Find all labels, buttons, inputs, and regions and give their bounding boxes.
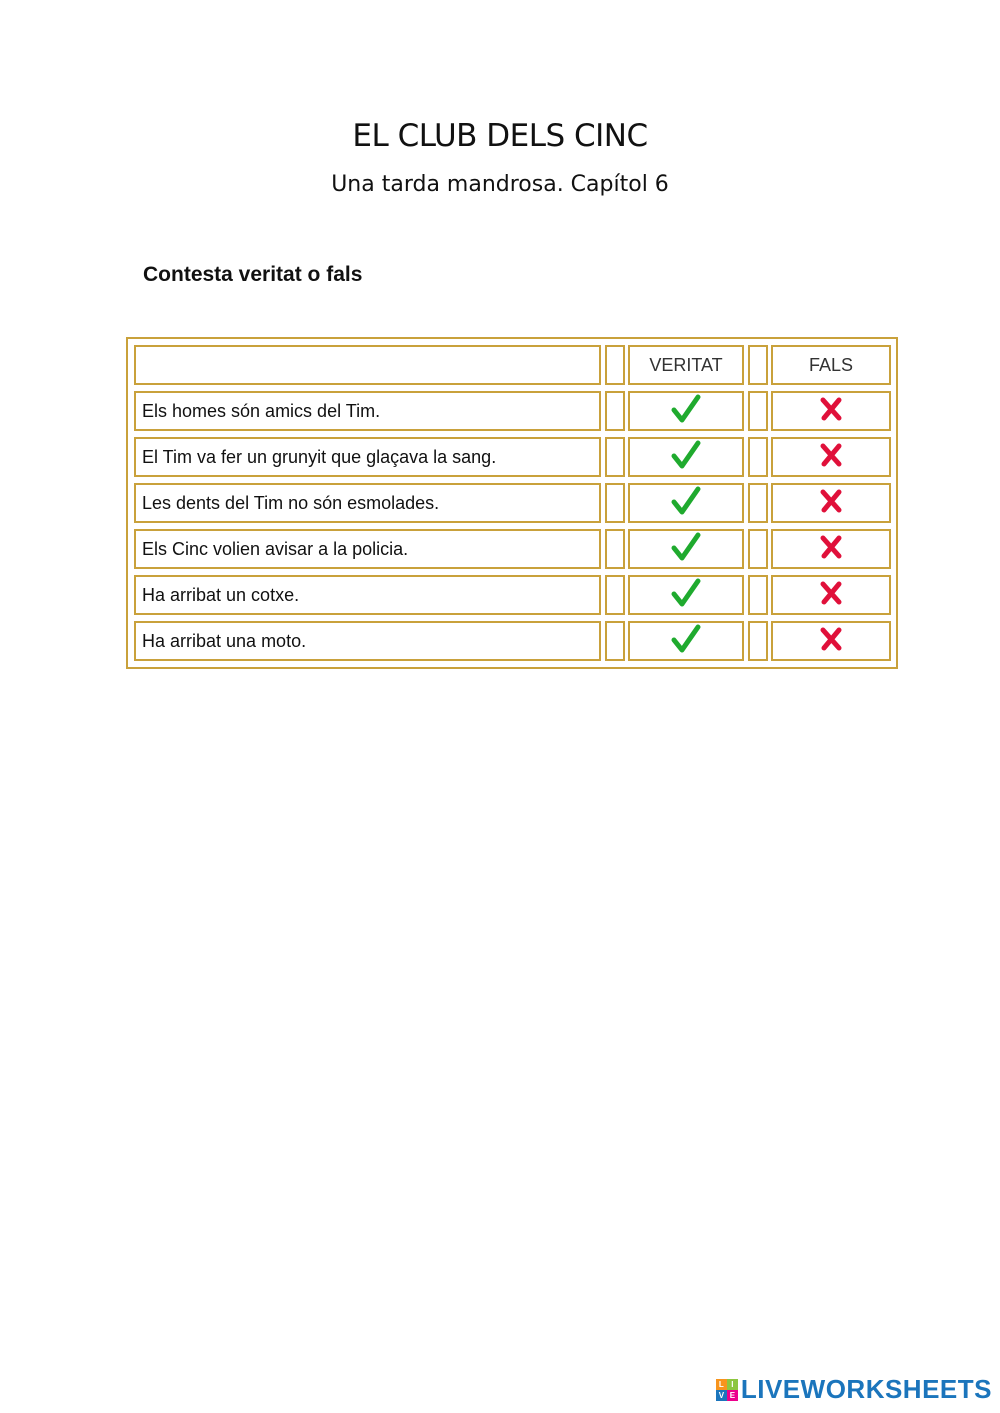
column-separator	[748, 437, 768, 477]
column-separator	[605, 621, 625, 661]
veritat-option-button[interactable]	[628, 575, 744, 615]
header-fals	[771, 345, 891, 385]
column-separator	[748, 483, 768, 523]
check-icon	[671, 486, 701, 521]
veritat-option-button[interactable]	[628, 483, 744, 523]
statement-cell: Ha arribat un cotxe.	[134, 575, 601, 615]
true-false-table	[126, 337, 898, 669]
column-separator	[748, 621, 768, 661]
column-separator	[748, 345, 768, 385]
statement-cell: Ha arribat una moto.	[134, 621, 601, 661]
column-separator	[605, 437, 625, 477]
check-icon	[671, 578, 701, 613]
column-separator	[605, 529, 625, 569]
column-separator	[748, 575, 768, 615]
instruction-text: Contesta veritat o fals	[143, 263, 363, 286]
check-icon	[671, 440, 701, 475]
veritat-option-button[interactable]	[628, 529, 744, 569]
fals-option-button[interactable]	[771, 575, 891, 615]
brand-name: LIVEWORKSHEETS	[740, 1374, 992, 1404]
fals-option-button[interactable]	[771, 483, 891, 523]
fals-option-button[interactable]	[771, 437, 891, 477]
page-title: EL CLUB DELS CINC	[352, 118, 648, 154]
cross-icon	[818, 396, 844, 427]
cross-icon	[818, 442, 844, 473]
veritat-option-button[interactable]	[628, 391, 744, 431]
statement-cell: Els Cinc volien avisar a la policia.	[134, 529, 601, 569]
column-separator	[748, 391, 768, 431]
fals-option-button[interactable]	[771, 391, 891, 431]
cross-icon	[818, 534, 844, 565]
statement-cell: Els homes són amics del Tim.	[134, 391, 601, 431]
statement-cell: El Tim va fer un grunyit que glaçava la sang.	[134, 437, 601, 477]
cross-icon	[818, 488, 844, 519]
veritat-option-button[interactable]	[628, 621, 744, 661]
fals-option-button[interactable]	[771, 621, 891, 661]
header-statement-cell	[134, 345, 601, 385]
header-veritat-label: VERITAT	[649, 354, 723, 375]
liveworksheets-logo	[716, 1374, 992, 1405]
cross-icon	[818, 580, 844, 611]
check-icon	[671, 624, 701, 659]
column-separator	[605, 483, 625, 523]
check-icon	[671, 532, 701, 567]
logo-mark-icon: L I V E	[716, 1379, 738, 1401]
page-subtitle: Una tarda mandrosa. Capítol 6	[331, 172, 669, 197]
column-separator	[605, 345, 625, 385]
column-separator	[605, 391, 625, 431]
fals-option-button[interactable]	[771, 529, 891, 569]
header-veritat	[628, 345, 744, 385]
header-fals-label: FALS	[808, 354, 854, 375]
veritat-option-button[interactable]	[628, 437, 744, 477]
cross-icon	[818, 626, 844, 657]
column-separator	[748, 529, 768, 569]
column-separator	[605, 575, 625, 615]
check-icon	[671, 394, 701, 429]
statement-cell: Les dents del Tim no són esmolades.	[134, 483, 601, 523]
